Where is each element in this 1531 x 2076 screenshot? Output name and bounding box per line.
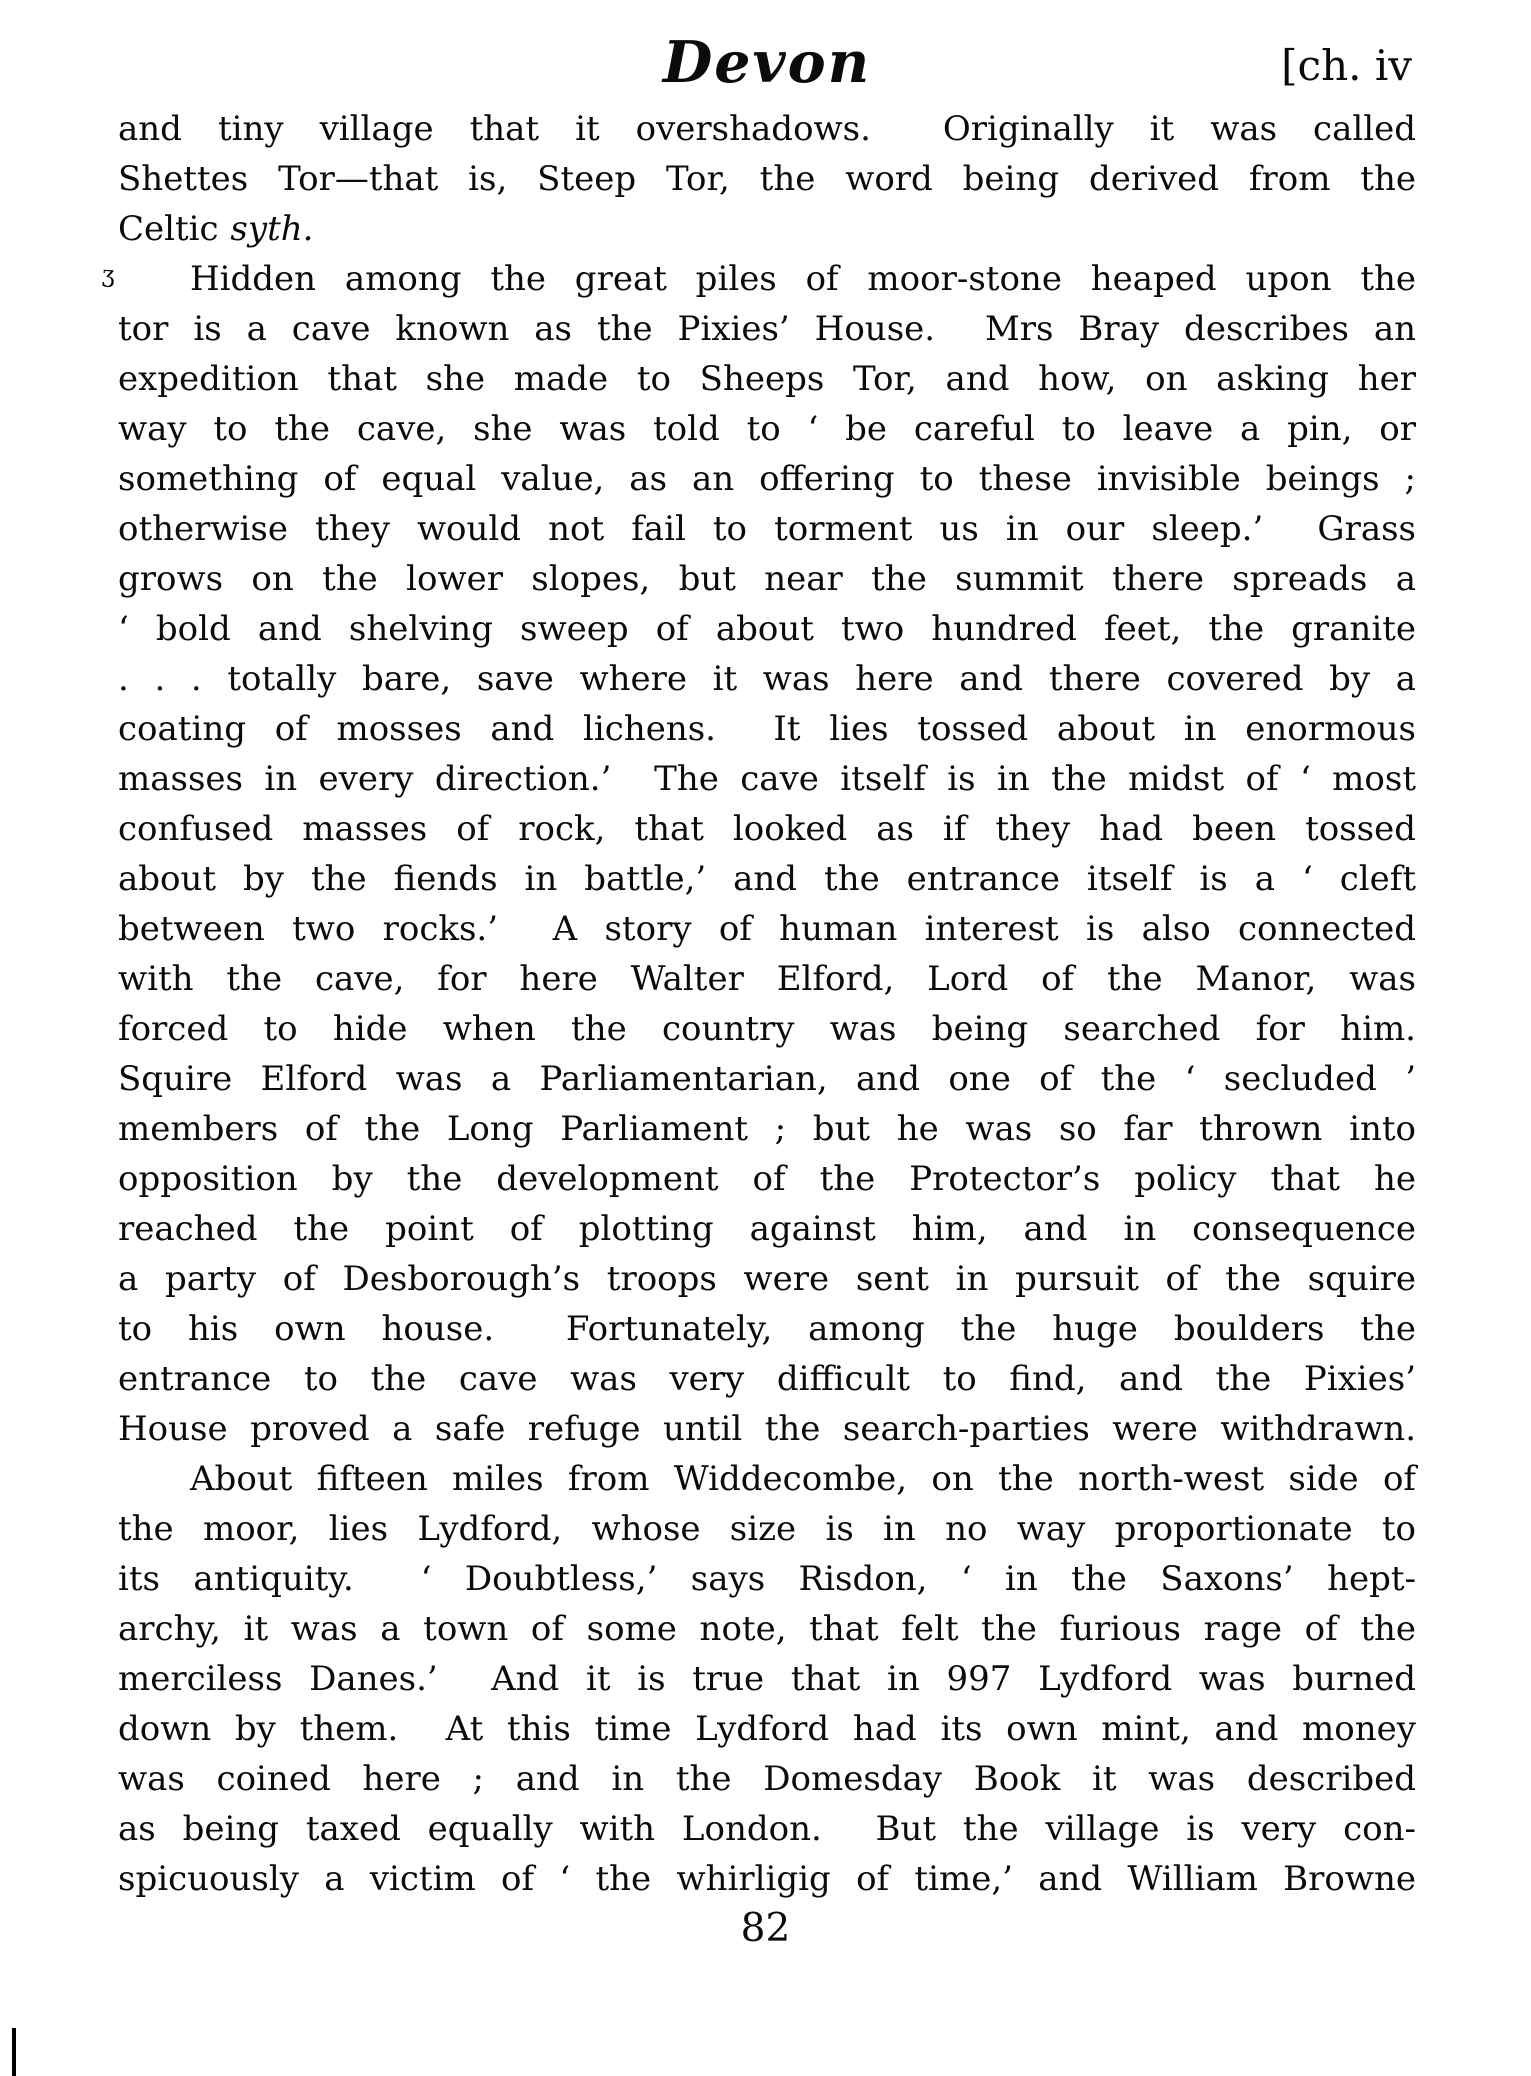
text-line [118, 1704, 1416, 1754]
running-head [118, 28, 1416, 104]
text-line-text: forced to hide when the country was being searched for him. [118, 1009, 1416, 1049]
text-line [118, 854, 1416, 904]
text-line-text: expedition that she made to Sheeps Tor, and how, on asking her [118, 359, 1416, 399]
text-line [118, 704, 1416, 754]
text-line [101, 254, 1416, 304]
text-line [118, 554, 1416, 604]
text-line-text: way to the cave, she was told to ‘ be careful to leave a pin, or [118, 409, 1416, 449]
text-line [118, 454, 1416, 504]
text-line-text: about by the fiends in battle,’ and the entrance itself is a ‘ cleft [118, 859, 1416, 899]
text-line-text: archy, it was a town of some note, that felt the furious rage of the [118, 1609, 1416, 1649]
text-line [118, 1054, 1416, 1104]
text-line [118, 604, 1416, 654]
text-line-italic: syth. [230, 209, 314, 249]
text-line-text: House proved a safe refuge until the search-parties were withdrawn. [118, 1409, 1416, 1449]
text-line-text: with the cave, for here Walter Elford, Lord of the Manor, was [118, 959, 1416, 999]
stray-ink-mark: ʒ [101, 261, 116, 289]
text-block [101, 104, 1416, 1904]
text-line [118, 204, 1416, 254]
text-line [118, 1104, 1416, 1154]
text-line [118, 1604, 1416, 1654]
text-line-text: ‘ bold and shelving sweep of about two hundred feet, the granite [118, 609, 1416, 649]
text-line-text: reached the point of plotting against him, and in consequence [118, 1209, 1416, 1249]
text-line-text: coating of mosses and lichens. It lies tossed about in enormous [118, 709, 1416, 749]
text-line [118, 1754, 1416, 1804]
text-line-text: entrance to the cave was very difficult to find, and the Pixies’ [118, 1359, 1416, 1399]
text-line-text: down by them. At this time Lydford had its own mint, and money [118, 1709, 1416, 1749]
text-line [118, 354, 1416, 404]
text-line-text: grows on the lower slopes, but near the summit there spreads a [118, 559, 1416, 599]
text-line [118, 1804, 1416, 1854]
text-line [118, 1254, 1416, 1304]
text-line-text: and tiny village that it overshadows. Originally it was called [118, 109, 1416, 149]
text-line-text: Celtic [118, 209, 231, 249]
text-line-text: as being taxed equally with London. But the village is very con- [118, 1809, 1416, 1849]
text-line-text: the moor, lies Lydford, whose size is in no way proportionate to [118, 1509, 1416, 1549]
text-line [118, 1454, 1416, 1504]
text-line-text: Shettes Tor—that is, Steep Tor, the word being derived from the [118, 159, 1416, 199]
text-line-text: confused masses of rock, that looked as if they had been tossed [118, 809, 1416, 849]
text-line-text: its antiquity. ‘ Doubtless,’ says Risdon, ‘ in the Saxons’ hept- [118, 1559, 1416, 1599]
text-line [118, 1304, 1416, 1354]
text-line-text: spicuously a victim of ‘ the whirligig of time,’ and William Browne [118, 1859, 1416, 1899]
text-line [118, 1154, 1416, 1204]
text-line-text: masses in every direction.’ The cave itself is in the midst of ‘ most [118, 759, 1416, 799]
text-line [118, 904, 1416, 954]
text-line-text: Squire Elford was a Parliamentarian, and one of the ‘ secluded ’ [118, 1059, 1416, 1099]
text-line [118, 104, 1416, 154]
scan-edge-artifact [12, 2028, 16, 2076]
chapter-label: [ch. iv [1281, 41, 1412, 90]
text-line-text: to his own house. Fortunately, among the huge boulders the [118, 1309, 1416, 1349]
text-line-text: members of the Long Parliament ; but he was so far thrown into [118, 1109, 1416, 1149]
text-line-text: . . . totally bare, save where it was here and there covered by a [118, 659, 1416, 699]
text-line-text: merciless Danes.’ And it is true that in 997 Lydford was burned [118, 1659, 1416, 1699]
text-line [118, 1004, 1416, 1054]
text-line [118, 804, 1416, 854]
text-line [118, 504, 1416, 554]
text-line [118, 1204, 1416, 1254]
text-line-text: tor is a cave known as the Pixies’ House. Mrs Bray describes an [118, 309, 1416, 349]
text-line [118, 1504, 1416, 1554]
text-line [118, 1554, 1416, 1604]
text-line-text: something of equal value, as an offering to these invisible beings ; [118, 459, 1416, 499]
text-line-text: a party of Desborough’s troops were sent in pursuit of the squire [118, 1259, 1416, 1299]
text-line-text: Hidden among the great piles of moor-stone heaped upon the [190, 259, 1416, 299]
text-line [118, 1404, 1416, 1454]
text-line [118, 304, 1416, 354]
text-line [118, 404, 1416, 454]
text-line-text: between two rocks.’ A story of human interest is also connected [118, 909, 1416, 949]
text-line-text: was coined here ; and in the Domesday Book it was described [118, 1759, 1416, 1799]
text-line-text: About fifteen miles from Widdecombe, on the north-west side of [190, 1459, 1416, 1499]
text-line [118, 1654, 1416, 1704]
text-line [118, 654, 1416, 704]
page-title: Devon [662, 29, 872, 96]
text-line [118, 754, 1416, 804]
text-line [118, 1354, 1416, 1404]
text-line [118, 954, 1416, 1004]
page-number: 82 [740, 1906, 791, 1951]
text-line-text: opposition by the development of the Protector’s policy that he [118, 1159, 1416, 1199]
text-line [118, 1854, 1416, 1904]
text-line [118, 154, 1416, 204]
text-line-text: otherwise they would not fail to torment us in our sleep.’ Grass [118, 509, 1416, 549]
